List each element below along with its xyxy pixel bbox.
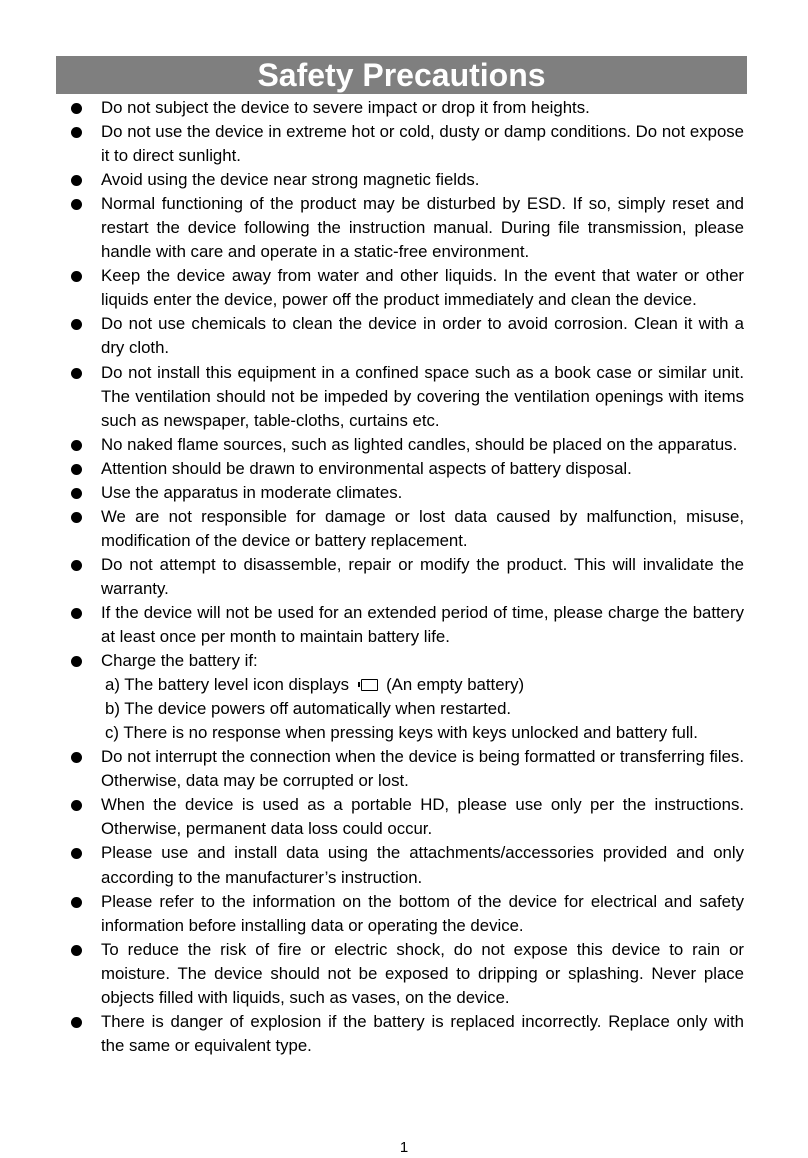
list-item [56, 1010, 744, 1058]
item-text: Use the apparatus in moderate climates. [101, 482, 403, 502]
list-item-charge-battery [56, 649, 744, 745]
bullet-icon [71, 368, 82, 379]
bullet-icon [71, 656, 82, 667]
item-text: When the device is used as a portable HD, please use only per the instructions. Otherwise, permanent data loss could occur. [101, 795, 744, 839]
list-item [56, 601, 744, 649]
bullet-icon [71, 271, 82, 282]
list-item [56, 938, 744, 1010]
bullet-icon [71, 848, 82, 859]
bullet-icon [71, 488, 82, 499]
list-item [56, 481, 744, 505]
list-item [56, 361, 744, 433]
bullet-icon [71, 464, 82, 475]
precautions-list [56, 96, 744, 1058]
bullet-icon [71, 945, 82, 956]
title-bar [56, 56, 747, 94]
item-text: Please refer to the information on the bottom of the device for electrical and safety information before installing data or operating the device. [101, 891, 744, 935]
item-text: Do not use chemicals to clean the device in order to avoid corrosion. Clean it with a dry cloth. [101, 314, 744, 358]
bullet-icon [71, 175, 82, 186]
item-text: Do not subject the device to severe impact or drop it from heights. [101, 98, 590, 117]
list-item [56, 841, 744, 889]
bullet-icon [71, 199, 82, 210]
item-text: Please use and install data using the attachments/accessories provided and only according to the manufacturer’s instruction. [101, 843, 744, 887]
bullet-icon [71, 1017, 82, 1028]
item-text: Do not install this equipment in a confined space such as a book case or similar unit. The ventilation should not be impeded by covering the ventilation openings with items such as newspaper, table-cloths, curtains etc. [101, 362, 744, 430]
item-text: Do not attempt to disassemble, repair or modify the product. This will invalidate the warranty. [101, 554, 744, 598]
list-item [56, 433, 744, 457]
list-item [56, 264, 744, 312]
list-item [56, 457, 744, 481]
list-item [56, 793, 744, 841]
item-text: Normal functioning of the product may be disturbed by ESD. If so, simply reset and restart the device following the instruction manual. During file transmission, please handle with care and operate in a static-free environment. [101, 194, 744, 262]
list-item [56, 192, 744, 264]
item-text: No naked flame sources, such as lighted candles, should be placed on the apparatus. [101, 434, 738, 454]
bullet-icon [71, 608, 82, 619]
page-number: 1 [399, 1139, 409, 1156]
bullet-icon [71, 319, 82, 330]
page-title: Safety Precautions [257, 57, 546, 93]
list-item [56, 312, 744, 360]
list-item [56, 890, 744, 938]
bullet-icon [71, 440, 82, 451]
item-text: There is danger of explosion if the battery is replaced incorrectly. Replace only with the same or equivalent type. [101, 1011, 744, 1055]
list-item [56, 168, 744, 192]
list-item [56, 96, 744, 120]
bullet-icon [71, 127, 82, 138]
bullet-icon [71, 560, 82, 571]
bullet-icon [71, 800, 82, 811]
item-text: We are not responsible for damage or lost data caused by malfunction, misuse, modification of the device or battery replacement. [101, 506, 744, 550]
empty-battery-icon [361, 679, 378, 691]
item-text: Attention should be drawn to environmental aspects of battery disposal. [101, 458, 632, 478]
item-text: Do not interrupt the connection when the device is being formatted or transferring files. Otherwise, data may be corrupted or lost. [101, 747, 744, 791]
item-text: Avoid using the device near strong magnetic fields. [101, 170, 480, 190]
item-text: To reduce the risk of fire or electric shock, do not expose this device to rain or moisture. The device should not be exposed to dripping or splashing. Never place objects filled with liquids, such as vases, on the device. [101, 939, 744, 1007]
condition-a-suffix: (An empty battery) [386, 675, 525, 695]
list-item [56, 120, 744, 168]
list-item [56, 553, 744, 601]
charge-condition-a [101, 673, 744, 697]
condition-a-prefix: a) The battery level icon displays [105, 675, 350, 695]
item-text: Charge the battery if: [101, 651, 258, 671]
list-item [56, 505, 744, 553]
list-item [56, 745, 744, 793]
bullet-icon [71, 512, 82, 523]
bullet-icon [71, 897, 82, 908]
item-text: If the device will not be used for an extended period of time, please charge the battery at least once per month to maintain battery life. [101, 602, 744, 647]
charge-condition-b: b) The device powers off automatically when restarted. [105, 699, 512, 719]
charge-condition-c: c) There is no response when pressing keys with keys unlocked and battery full. [105, 723, 698, 743]
item-text: Keep the device away from water and other liquids. In the event that water or other liquids enter the device, power off the product immediately and clean the device. [101, 266, 744, 310]
item-text: Do not use the device in extreme hot or cold, dusty or damp conditions. Do not expose it to direct sunlight. [101, 122, 744, 166]
bullet-icon [71, 752, 82, 763]
bullet-icon [71, 103, 82, 114]
